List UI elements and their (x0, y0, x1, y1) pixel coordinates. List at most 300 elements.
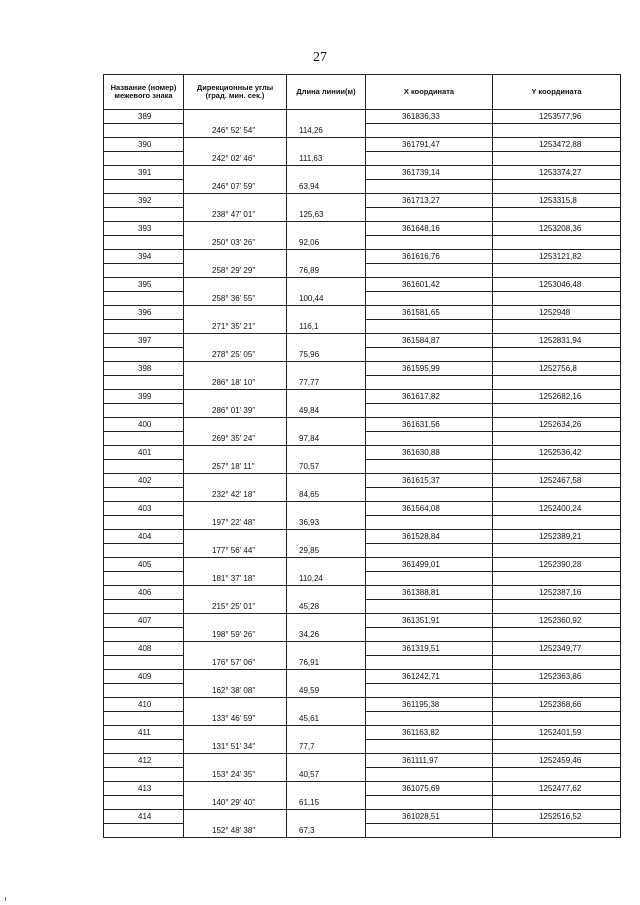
table-row-segment (104, 684, 621, 698)
x-cell-empty (366, 208, 493, 222)
y-coordinate-cell: 1252831,94 (493, 334, 621, 348)
length-cell-empty (287, 390, 366, 404)
angle-cell-empty (184, 530, 287, 544)
mark-cell-empty (104, 208, 184, 222)
length-cell-empty (287, 418, 366, 432)
angle-cell-empty (184, 614, 287, 628)
y-coordinate-cell: 1252948 (493, 306, 621, 320)
angle-cell-empty (184, 110, 287, 124)
direction-angle-cell: 286° 01' 39" (184, 404, 287, 418)
angle-cell-empty (184, 194, 287, 208)
y-coordinate-cell: 1253374,27 (493, 166, 621, 180)
boundary-coordinates-table (103, 74, 621, 838)
x-cell-empty (366, 824, 493, 838)
line-length-cell: 76,91 (287, 656, 366, 670)
mark-cell-empty (104, 516, 184, 530)
line-length-cell: 61,15 (287, 796, 366, 810)
length-cell-empty (287, 306, 366, 320)
angle-cell-empty (184, 698, 287, 712)
length-cell-empty (287, 362, 366, 376)
x-coordinate-cell: 361601,42 (366, 278, 493, 292)
y-coordinate-cell: 1252387,16 (493, 586, 621, 600)
y-cell-empty (493, 432, 621, 446)
mark-name-cell: 405 (104, 558, 184, 572)
table-row-point (104, 726, 621, 740)
direction-angle-cell: 153° 24' 35" (184, 768, 287, 782)
margin-mark (5, 897, 6, 901)
angle-cell-empty (184, 250, 287, 264)
table-row-point (104, 446, 621, 460)
x-coordinate-cell: 361242,71 (366, 670, 493, 684)
table-row-point (104, 390, 621, 404)
x-coordinate-cell: 361584,87 (366, 334, 493, 348)
x-coordinate-cell: 361388,81 (366, 586, 493, 600)
table-body (104, 110, 621, 838)
y-cell-empty (493, 404, 621, 418)
angle-cell-empty (184, 586, 287, 600)
y-cell-empty (493, 152, 621, 166)
mark-name-cell: 397 (104, 334, 184, 348)
direction-angle-cell: 269° 35' 24" (184, 432, 287, 446)
mark-name-cell: 404 (104, 530, 184, 544)
mark-cell-empty (104, 404, 184, 418)
table-row-segment (104, 544, 621, 558)
mark-cell-empty (104, 124, 184, 138)
y-coordinate-cell: 1253046,48 (493, 278, 621, 292)
y-coordinate-cell: 1253208,36 (493, 222, 621, 236)
length-cell-empty (287, 586, 366, 600)
table-row-point (104, 166, 621, 180)
length-cell-empty (287, 502, 366, 516)
x-coordinate-cell: 361195,38 (366, 698, 493, 712)
table-row-point (104, 222, 621, 236)
mark-cell-empty (104, 712, 184, 726)
y-cell-empty (493, 348, 621, 362)
table-row-segment (104, 376, 621, 390)
angle-cell-empty (184, 306, 287, 320)
mark-name-cell: 410 (104, 698, 184, 712)
y-cell-empty (493, 208, 621, 222)
y-coordinate-cell: 1252459,46 (493, 754, 621, 768)
angle-cell-empty (184, 670, 287, 684)
y-coordinate-cell: 1252536,42 (493, 446, 621, 460)
direction-angle-cell: 197° 22' 48" (184, 516, 287, 530)
x-coordinate-cell: 361595,99 (366, 362, 493, 376)
mark-name-cell: 398 (104, 362, 184, 376)
x-cell-empty (366, 712, 493, 726)
table-row-point (104, 474, 621, 488)
table-row-segment (104, 600, 621, 614)
line-length-cell: 40,57 (287, 768, 366, 782)
direction-angle-cell: 131° 51' 34" (184, 740, 287, 754)
length-cell-empty (287, 558, 366, 572)
table-row-segment (104, 152, 621, 166)
mark-cell-empty (104, 348, 184, 362)
x-coordinate-cell: 361713,27 (366, 194, 493, 208)
table-row-segment (104, 320, 621, 334)
x-cell-empty (366, 684, 493, 698)
x-coordinate-cell: 361617,82 (366, 390, 493, 404)
line-length-cell: 45,61 (287, 712, 366, 726)
x-coordinate-cell: 361564,08 (366, 502, 493, 516)
line-length-cell: 76,89 (287, 264, 366, 278)
line-length-cell: 49,59 (287, 684, 366, 698)
y-cell-empty (493, 796, 621, 810)
direction-angle-cell: 198° 59' 26" (184, 628, 287, 642)
table-row-point (104, 334, 621, 348)
x-coordinate-cell: 361836,33 (366, 110, 493, 124)
mark-cell-empty (104, 656, 184, 670)
direction-angle-cell: 232° 42' 18" (184, 488, 287, 502)
mark-cell-empty (104, 824, 184, 838)
direction-angle-cell: 258° 29' 29" (184, 264, 287, 278)
table-row-point (104, 698, 621, 712)
x-coordinate-cell: 361739,14 (366, 166, 493, 180)
angle-cell-empty (184, 502, 287, 516)
table-row-segment (104, 656, 621, 670)
table-row-segment (104, 264, 621, 278)
table-row-segment (104, 236, 621, 250)
length-cell-empty (287, 782, 366, 796)
x-cell-empty (366, 544, 493, 558)
x-cell-empty (366, 180, 493, 194)
line-length-cell: 116,1 (287, 320, 366, 334)
y-cell-empty (493, 516, 621, 530)
x-cell-empty (366, 124, 493, 138)
table-row-segment (104, 180, 621, 194)
length-cell-empty (287, 194, 366, 208)
x-cell-empty (366, 264, 493, 278)
length-cell-empty (287, 726, 366, 740)
length-cell-empty (287, 334, 366, 348)
angle-cell-empty (184, 558, 287, 572)
x-cell-empty (366, 488, 493, 502)
table-row-point (104, 194, 621, 208)
table-row-point (104, 782, 621, 796)
table-row-point (104, 586, 621, 600)
x-cell-empty (366, 600, 493, 614)
x-coordinate-cell: 361499,01 (366, 558, 493, 572)
table-row-point (104, 642, 621, 656)
direction-angle-cell: 162° 38' 08" (184, 684, 287, 698)
x-coordinate-cell: 361528,84 (366, 530, 493, 544)
y-cell-empty (493, 544, 621, 558)
x-cell-empty (366, 572, 493, 586)
table-row-point (104, 530, 621, 544)
y-coordinate-cell: 1252349,77 (493, 642, 621, 656)
mark-name-cell: 396 (104, 306, 184, 320)
table-row-point (104, 614, 621, 628)
length-cell-empty (287, 810, 366, 824)
x-cell-empty (366, 348, 493, 362)
mark-name-cell: 392 (104, 194, 184, 208)
line-length-cell: 111,63 (287, 152, 366, 166)
header-x-coordinate: X координата (366, 75, 493, 110)
length-cell-empty (287, 446, 366, 460)
mark-name-cell: 389 (104, 110, 184, 124)
direction-angle-cell: 242° 02' 46" (184, 152, 287, 166)
x-cell-empty (366, 376, 493, 390)
mark-name-cell: 413 (104, 782, 184, 796)
mark-cell-empty (104, 180, 184, 194)
table-row-segment (104, 460, 621, 474)
table-row-segment (104, 124, 621, 138)
mark-name-cell: 411 (104, 726, 184, 740)
mark-cell-empty (104, 376, 184, 390)
header-y-coordinate: Y координата (493, 75, 621, 110)
direction-angle-cell: 181° 37' 18" (184, 572, 287, 586)
y-coordinate-cell: 1252360,92 (493, 614, 621, 628)
mark-cell-empty (104, 152, 184, 166)
mark-name-cell: 394 (104, 250, 184, 264)
length-cell-empty (287, 166, 366, 180)
mark-name-cell: 390 (104, 138, 184, 152)
mark-name-cell: 400 (104, 418, 184, 432)
angle-cell-empty (184, 278, 287, 292)
y-coordinate-cell: 1252363,86 (493, 670, 621, 684)
y-coordinate-cell: 1252467,58 (493, 474, 621, 488)
x-cell-empty (366, 152, 493, 166)
direction-angle-cell: 238° 47' 01" (184, 208, 287, 222)
mark-name-cell: 391 (104, 166, 184, 180)
mark-name-cell: 403 (104, 502, 184, 516)
direction-angle-cell: 257° 18' 11" (184, 460, 287, 474)
mark-cell-empty (104, 292, 184, 306)
y-cell-empty (493, 656, 621, 670)
header-line-length: Длина линии(м) (287, 75, 366, 110)
y-coordinate-cell: 1252389,21 (493, 530, 621, 544)
y-cell-empty (493, 572, 621, 586)
table-row-segment (104, 572, 621, 586)
angle-cell-empty (184, 474, 287, 488)
line-length-cell: 110,24 (287, 572, 366, 586)
x-cell-empty (366, 768, 493, 782)
y-cell-empty (493, 236, 621, 250)
mark-cell-empty (104, 488, 184, 502)
angle-cell-empty (184, 418, 287, 432)
y-cell-empty (493, 824, 621, 838)
y-coordinate-cell: 1252401,59 (493, 726, 621, 740)
table-row-segment (104, 712, 621, 726)
direction-angle-cell: 278° 25' 05" (184, 348, 287, 362)
mark-cell-empty (104, 264, 184, 278)
line-length-cell: 92,06 (287, 236, 366, 250)
x-coordinate-cell: 361163,82 (366, 726, 493, 740)
table-row-point (104, 362, 621, 376)
length-cell-empty (287, 110, 366, 124)
length-cell-empty (287, 614, 366, 628)
x-coordinate-cell: 361616,76 (366, 250, 493, 264)
direction-angle-cell: 140° 29' 40" (184, 796, 287, 810)
y-cell-empty (493, 600, 621, 614)
angle-cell-empty (184, 726, 287, 740)
mark-name-cell: 402 (104, 474, 184, 488)
x-coordinate-cell: 361319,51 (366, 642, 493, 656)
x-cell-empty (366, 796, 493, 810)
mark-cell-empty (104, 460, 184, 474)
line-length-cell: 63,94 (287, 180, 366, 194)
mark-name-cell: 393 (104, 222, 184, 236)
direction-angle-cell: 246° 07' 59" (184, 180, 287, 194)
mark-cell-empty (104, 796, 184, 810)
length-cell-empty (287, 474, 366, 488)
mark-name-cell: 412 (104, 754, 184, 768)
table-row-point (104, 138, 621, 152)
y-coordinate-cell: 1252516,52 (493, 810, 621, 824)
x-cell-empty (366, 404, 493, 418)
mark-cell-empty (104, 768, 184, 782)
table-row-segment (104, 404, 621, 418)
direction-angle-cell: 215° 25' 01" (184, 600, 287, 614)
direction-angle-cell: 177° 56' 44" (184, 544, 287, 558)
x-cell-empty (366, 656, 493, 670)
table-row-point (104, 810, 621, 824)
y-cell-empty (493, 488, 621, 502)
table-header-row (104, 75, 621, 110)
angle-cell-empty (184, 334, 287, 348)
table-row-segment (104, 628, 621, 642)
direction-angle-cell: 152° 48' 38" (184, 824, 287, 838)
table-row-segment (104, 432, 621, 446)
mark-cell-empty (104, 628, 184, 642)
y-cell-empty (493, 740, 621, 754)
length-cell-empty (287, 642, 366, 656)
table-row-segment (104, 516, 621, 530)
direction-angle-cell: 250° 03' 26" (184, 236, 287, 250)
angle-cell-empty (184, 138, 287, 152)
y-coordinate-cell: 1253472,88 (493, 138, 621, 152)
mark-cell-empty (104, 544, 184, 558)
line-length-cell: 77,7 (287, 740, 366, 754)
table-row-segment (104, 768, 621, 782)
length-cell-empty (287, 222, 366, 236)
y-coordinate-cell: 1252477,62 (493, 782, 621, 796)
table-row-segment (104, 740, 621, 754)
table-row-point (104, 110, 621, 124)
y-coordinate-cell: 1253315,8 (493, 194, 621, 208)
mark-name-cell: 395 (104, 278, 184, 292)
length-cell-empty (287, 250, 366, 264)
mark-name-cell: 406 (104, 586, 184, 600)
x-coordinate-cell: 361630,88 (366, 446, 493, 460)
y-cell-empty (493, 124, 621, 138)
mark-name-cell: 409 (104, 670, 184, 684)
x-coordinate-cell: 361581,65 (366, 306, 493, 320)
page-number: 27 (313, 50, 327, 65)
table-row-point (104, 418, 621, 432)
angle-cell-empty (184, 390, 287, 404)
table-row-point (104, 250, 621, 264)
direction-angle-cell: 176° 57' 06" (184, 656, 287, 670)
angle-cell-empty (184, 446, 287, 460)
mark-cell-empty (104, 684, 184, 698)
table-row-segment (104, 292, 621, 306)
y-coordinate-cell: 1252756,8 (493, 362, 621, 376)
mark-name-cell: 407 (104, 614, 184, 628)
table-row-segment (104, 348, 621, 362)
table-row-segment (104, 824, 621, 838)
table-row-point (104, 278, 621, 292)
line-length-cell: 100,44 (287, 292, 366, 306)
x-coordinate-cell: 361631,56 (366, 418, 493, 432)
y-cell-empty (493, 712, 621, 726)
angle-cell-empty (184, 810, 287, 824)
angle-cell-empty (184, 754, 287, 768)
angle-cell-empty (184, 166, 287, 180)
x-cell-empty (366, 292, 493, 306)
line-length-cell: 70,57 (287, 460, 366, 474)
line-length-cell: 49,84 (287, 404, 366, 418)
line-length-cell: 125,63 (287, 208, 366, 222)
mark-cell-empty (104, 236, 184, 250)
length-cell-empty (287, 670, 366, 684)
length-cell-empty (287, 278, 366, 292)
x-cell-empty (366, 628, 493, 642)
direction-angle-cell: 286° 18' 10" (184, 376, 287, 390)
direction-angle-cell: 133° 46' 59" (184, 712, 287, 726)
line-length-cell: 75,96 (287, 348, 366, 362)
y-coordinate-cell: 1252390,28 (493, 558, 621, 572)
x-cell-empty (366, 460, 493, 474)
direction-angle-cell: 271° 35' 21" (184, 320, 287, 334)
y-cell-empty (493, 768, 621, 782)
line-length-cell: 45,28 (287, 600, 366, 614)
mark-cell-empty (104, 432, 184, 446)
mark-name-cell: 399 (104, 390, 184, 404)
line-length-cell: 77,77 (287, 376, 366, 390)
angle-cell-empty (184, 782, 287, 796)
x-coordinate-cell: 361615,37 (366, 474, 493, 488)
line-length-cell: 97,84 (287, 432, 366, 446)
x-coordinate-cell: 361075,69 (366, 782, 493, 796)
table-row-point (104, 670, 621, 684)
line-length-cell: 36,93 (287, 516, 366, 530)
table-row-segment (104, 488, 621, 502)
y-coordinate-cell: 1253577,96 (493, 110, 621, 124)
mark-name-cell: 414 (104, 810, 184, 824)
table-row-point (104, 306, 621, 320)
y-coordinate-cell: 1253121,82 (493, 250, 621, 264)
table-row-segment (104, 796, 621, 810)
x-cell-empty (366, 432, 493, 446)
table-row-point (104, 558, 621, 572)
y-cell-empty (493, 264, 621, 278)
mark-cell-empty (104, 572, 184, 586)
header-direction-angle: Дирекционные углы (град. мин. сек.) (184, 75, 287, 110)
x-cell-empty (366, 516, 493, 530)
table-row-point (104, 754, 621, 768)
header-mark-name: Название (номер) межевого знака (104, 75, 184, 110)
y-cell-empty (493, 460, 621, 474)
line-length-cell: 114,26 (287, 124, 366, 138)
line-length-cell: 84,65 (287, 488, 366, 502)
length-cell-empty (287, 530, 366, 544)
x-coordinate-cell: 361648,16 (366, 222, 493, 236)
y-cell-empty (493, 320, 621, 334)
x-coordinate-cell: 361111,97 (366, 754, 493, 768)
y-cell-empty (493, 684, 621, 698)
line-length-cell: 34,26 (287, 628, 366, 642)
x-coordinate-cell: 361351,91 (366, 614, 493, 628)
length-cell-empty (287, 754, 366, 768)
angle-cell-empty (184, 642, 287, 656)
y-cell-empty (493, 376, 621, 390)
length-cell-empty (287, 698, 366, 712)
y-coordinate-cell: 1252368,66 (493, 698, 621, 712)
x-cell-empty (366, 236, 493, 250)
angle-cell-empty (184, 222, 287, 236)
y-cell-empty (493, 180, 621, 194)
